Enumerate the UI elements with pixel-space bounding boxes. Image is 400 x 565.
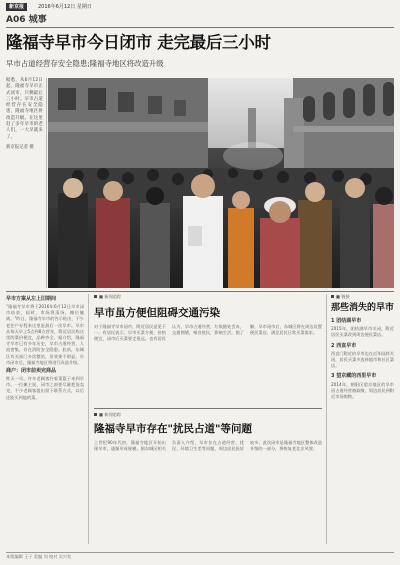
article-text-1: "隆福寺早市将于2016年6月12日早市闭市结束，届时，市场将清场，摊位撤离。"昨日，隆福寺早市的告示贴出，不少老住户专程来这里赶最后一次早市。早市从每天早上5点到8点营业，附近居民称这里的菜价便宜，品种齐全。据介绍，隆福寺早市已有多年历史，早市占道经营，人流密集，存在消防安全隐患。此前，东城区有关部门多次整治，但效果不明显。早市闭市后，隆福寺地区将进行改造升级。 [6,304,84,365]
story-title-issues: 隆福寺早市存在"扰民占道"等问题 [94,423,252,435]
sidebar-vanished-markets [331,294,394,544]
article-column-left [6,294,84,544]
market-item-2: 2 西直早市 [331,342,357,349]
top-rule [6,27,394,28]
article-body [6,294,394,548]
page-subhead: 早市占道经营存安全隐患;隆福寺地区将改造升级 [6,59,164,68]
photo-credit: 新京报记者 摄 [6,144,34,150]
story-tag: ■ 新闻追踪 [94,294,322,300]
market-item-1: 1 团结湖早市 [331,318,362,324]
market-item-3: 3 望京藏的西里早市 [331,373,377,380]
market-text-2: 西直门附近的早市也在近年陆续关闭，居民买菜多选择超市和社区菜店。 [331,350,394,369]
photo-bottom-rule [6,291,394,292]
story-divider [94,408,322,409]
column-divider [88,294,89,544]
page-footer: 本版编辑 王子 美编 刘 校对 吴兴发 [6,552,394,561]
newspaper-logo: 新京报 [6,3,27,11]
market-text-3: 2014年，朝阳区望京地区的早市因占道经营被取缔，周边居民到附近市场购物。 [331,381,394,400]
page-headline: 隆福寺早市今日闭市 走完最后三小时 [6,33,271,52]
section-label: A06 城事 [6,15,47,25]
crowd-photo-illustration [48,78,394,288]
masthead [0,0,400,14]
link-tag: ■ 链接 [331,294,394,300]
story-tag-2: ■ 新闻追踪 [94,412,322,420]
story-text-traffic: 对于隆福寺早市闭市，附近居民意见不一。有居民表示，早市买菜方便，价格便宜，闭市后买菜要走很远。也有居民认为，早市占道经营，垃圾随处丢弃，交通拥堵，噪音扰民，影响生活。据了解，早市闭市后，东城区将在周边设置便民菜店，满足居民日常买菜需求。 [94,324,322,342]
story-title-traffic: 早市虽方便但阻碍交通污染 [94,307,220,319]
photo-caption-sidebar [6,78,47,288]
market-text-1: 2015年，团结湖早市关闭，附近居民买菜改到周边便民菜店。 [331,326,394,338]
crowd-photo [48,78,394,288]
story-text-issues: 上世纪90年代初，隆福寺地区开始出现早市，逐渐形成规模。据东城区相关负责人介绍，早市存在占道经营、扰民、环境卫生差等问题，周边居民投诉较多。此次闭市是隆福寺地区整体改造升级的一部分，将恢复老北京风貌。 [94,440,322,452]
column-divider-right [326,294,327,544]
article-subhead-2: 商户：闭市前卖完商品 [6,368,57,375]
sidebar-title: 那些消失的早市 [331,303,394,313]
article-subhead-1: 早市方案从左上旧期间 [6,296,57,302]
issue-date: 2016年6月12日 星期日 [38,4,92,10]
article-text-1b: 昨天一早，许多老顾客拎着菜篮子来到早市。一位摊主说，闭市之前要尽量把货卖完，不少老顾客提出留下联系方式，以后还能买到他的菜。 [6,376,84,400]
caption-text: 据悉，从6月12日起，隆福寺早市正式闭市，只剩最后三小时。早市占道经营存在安全隐患，隆福寺地区将改造升级。在这里赶了多年早市的老人们，一大早就来了。 [6,78,43,140]
